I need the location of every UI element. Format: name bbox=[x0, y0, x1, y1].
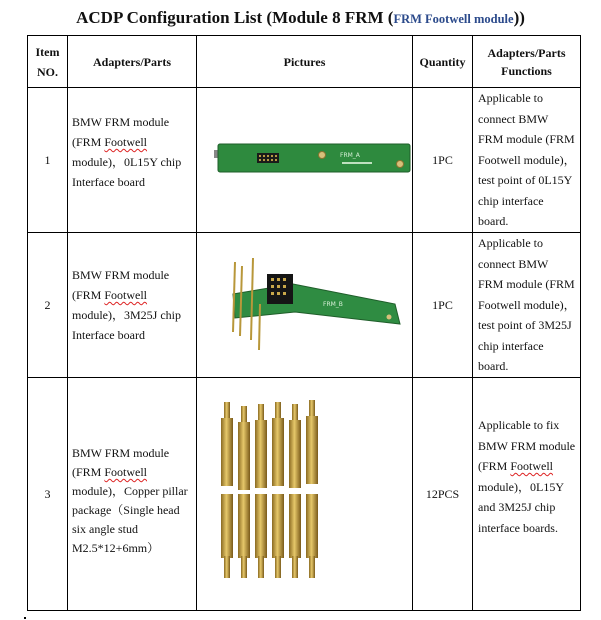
row-3-quantity: 12PCS bbox=[425, 487, 460, 501]
row-2-picture bbox=[215, 254, 410, 362]
title-main: ACDP Configuration List (Module 8 FRM ( bbox=[76, 8, 394, 27]
header-adapters: Adapters/Parts bbox=[93, 54, 171, 69]
row-1-item-no: 1 bbox=[44, 153, 51, 167]
row-1-function: Applicable to connect BMW FRM module (FRM Footwell module)，test point of 0L15Y chip interface board. bbox=[478, 91, 576, 228]
row-1-description bbox=[68, 112, 196, 192]
row-2-function: Applicable to connect BMW FRM module (FRM Footwell module)，test point of 3M25J chip interface board. bbox=[478, 236, 576, 373]
row-3-item-no: 3 bbox=[44, 487, 51, 501]
header-quantity: Quantity bbox=[419, 54, 466, 69]
row-1-desc-b: module)，0L15Y chip Interface board bbox=[72, 155, 182, 189]
frm-a-board-image bbox=[212, 140, 412, 180]
row-3-function bbox=[473, 415, 580, 538]
row-3-function-ul: Footwell bbox=[510, 459, 554, 473]
row-3-picture bbox=[218, 396, 338, 591]
row-3-desc-a: BMW FRM module (FRM bbox=[72, 446, 170, 479]
row-1-desc-a: BMW FRM module (FRM bbox=[72, 115, 170, 149]
row-2-item-no: 2 bbox=[44, 298, 51, 312]
row-1-quantity: 1PC bbox=[432, 153, 453, 167]
row-1-picture bbox=[212, 140, 412, 180]
header-functions: Adapters/Parts Functions bbox=[487, 45, 566, 78]
row-3-function-a: Applicable to fix BMW FRM module (FRM bbox=[478, 418, 576, 473]
row-2-description bbox=[68, 265, 196, 345]
row-3-function-b: module)，0L15Y and 3M25J chip interface boards. bbox=[478, 479, 564, 535]
row-2-desc-b: module)，3M25J chip Interface board bbox=[72, 308, 181, 342]
header-item-no: Item NO. bbox=[35, 44, 60, 79]
row-1-desc-ul: Footwell bbox=[104, 135, 148, 149]
row-3-desc-b: module)，Copper pillar package（Single head six angle stud M2.5*12+6mm） bbox=[72, 484, 188, 555]
frm-b-board-image bbox=[215, 254, 410, 362]
board-label-a: FRM_A bbox=[340, 152, 360, 159]
row-2-desc-a: BMW FRM module (FRM bbox=[72, 268, 170, 302]
row-3-description bbox=[68, 444, 196, 558]
row-2-quantity: 1PC bbox=[432, 298, 453, 312]
copper-pillars-image bbox=[218, 396, 338, 591]
board-label-b: FRM_B bbox=[323, 301, 343, 308]
stray-mark bbox=[24, 617, 26, 619]
title-subtitle: FRM Footwell module bbox=[393, 12, 514, 26]
title-close: )) bbox=[513, 8, 525, 27]
row-2-desc-ul: Footwell bbox=[104, 288, 148, 302]
row-3-desc-ul: Footwell bbox=[104, 465, 148, 479]
header-pictures: Pictures bbox=[283, 54, 326, 69]
